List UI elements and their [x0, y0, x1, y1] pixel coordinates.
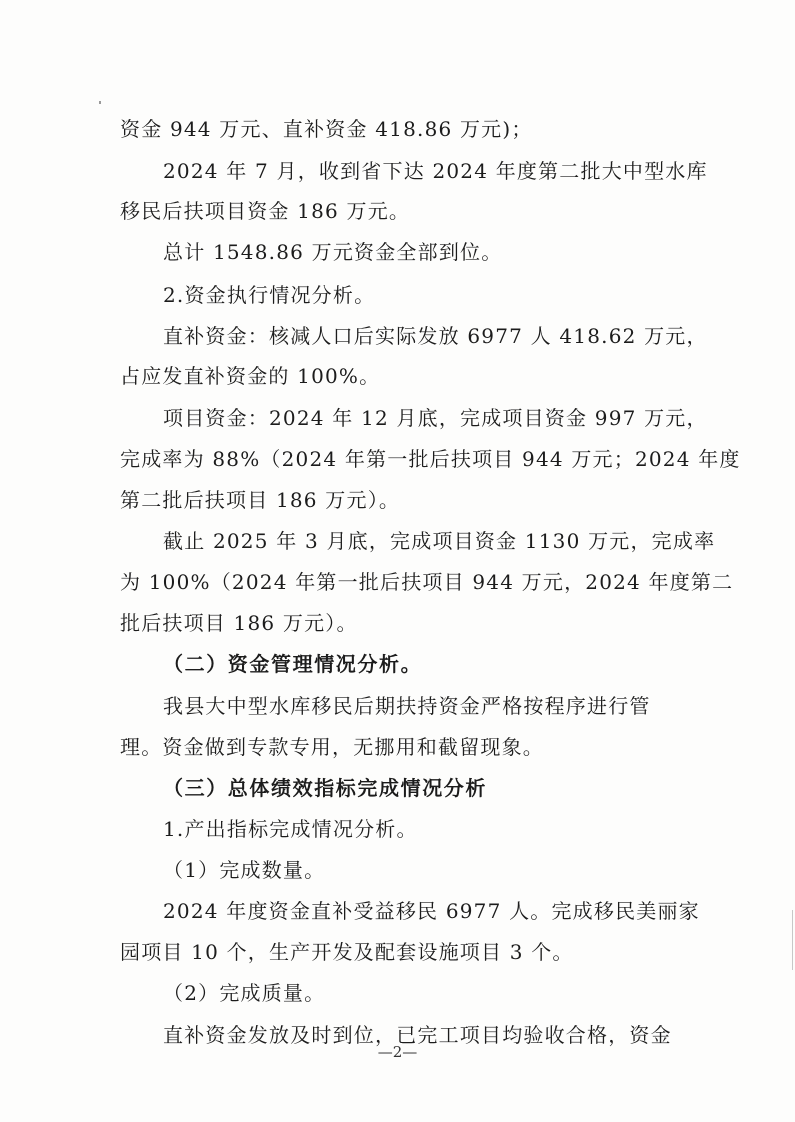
- text-line: 园项目 10 个，生产开发及配套设施项目 3 个。: [120, 940, 574, 964]
- page-number: —2—: [377, 1043, 418, 1061]
- text-line: 理。资金做到专款专用，无挪用和截留现象。: [120, 735, 544, 759]
- text-line: 直补资金：核减人口后实际发放 6977 人 418.62 万元，: [163, 324, 708, 348]
- text-line: 为 100%（2024 年第一批后扶项目 944 万元，2024 年度第二: [120, 570, 734, 594]
- text-line: 总计 1548.86 万元资金全部到位。: [163, 240, 503, 264]
- scan-edge-line: [792, 910, 793, 970]
- scan-speck: [99, 101, 101, 104]
- text-line: 移民后扶项目资金 186 万元。: [120, 199, 411, 223]
- text-line: 批后扶项目 186 万元）。: [120, 611, 358, 635]
- subsection-heading: 1.产出指标完成情况分析。: [163, 817, 418, 841]
- section-heading: （二）资金管理情况分析。: [163, 652, 423, 676]
- section-heading: （三）总体绩效指标完成情况分析: [163, 776, 487, 800]
- text-line: 2024 年度资金直补受益移民 6977 人。完成移民美丽家: [163, 899, 700, 923]
- text-line: 占应发直补资金的 100%。: [120, 364, 381, 388]
- text-line: 截止 2025 年 3 月底，完成项目资金 1130 万元，完成率: [163, 529, 716, 553]
- text-line: 2024 年 7 月，收到省下达 2024 年度第二批大中型水库: [163, 159, 708, 183]
- text-line: 第二批后扶项目 186 万元）。: [120, 488, 401, 512]
- subsection-heading: （1）完成数量。: [163, 858, 326, 882]
- text-line: 项目资金：2024 年 12 月底，完成项目资金 997 万元，: [163, 406, 708, 430]
- text-line: 完成率为 88%（2024 年第一批后扶项目 944 万元；2024 年度: [120, 447, 741, 471]
- text-line: 我县大中型水库移民后期扶持资金严格按程序进行管: [163, 694, 651, 718]
- section-heading: 2.资金执行情况分析。: [163, 283, 376, 307]
- text-line: 直补资金发放及时到位，已完工项目均验收合格，资金: [163, 1023, 672, 1047]
- text-line: 资金 944 万元、直补资金 418.86 万元)；: [120, 117, 533, 141]
- subsection-heading: （2）完成质量。: [163, 981, 326, 1005]
